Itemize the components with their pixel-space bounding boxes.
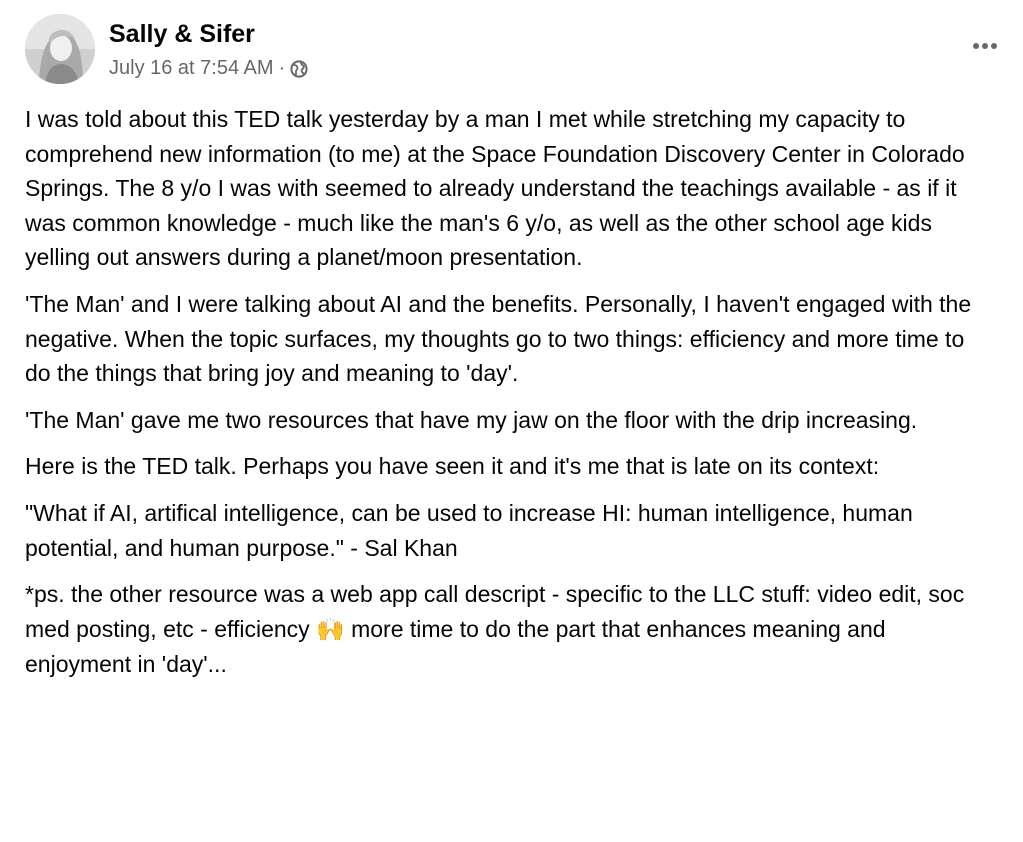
last-paragraph-text-start: *ps. the other resource was a web app call descript - specific to the LLC stuff: video edit, soc med posting, etc - efficiency (25, 581, 965, 642)
more-options-icon-dot (991, 43, 997, 49)
last-paragraph-text-end: more time to do the part that enhances meaning and enjoyment in 'day'... (25, 615, 886, 678)
author-name[interactable]: Sally & Sifer (109, 20, 255, 48)
more-options-icon (973, 43, 979, 49)
avatar[interactable] (25, 14, 95, 84)
post-body (25, 102, 995, 694)
avatar-image (25, 14, 95, 84)
more-options-button[interactable] (965, 30, 1005, 62)
post-timestamp[interactable]: July 16 at 7:54 AM (109, 57, 274, 79)
post-paragraph: "What if AI, artifical intelligence, can be used to increase HI: human intelligence, human potential, and human purpose." - Sal Khan (25, 499, 913, 561)
post-paragraph: 'The Man' and I were talking about AI and the benefits. Personally, I haven't engaged with the negative. When the topic surfaces, my thoughts go to two things: efficiency and more time to do the things that bring joy and meaning to 'day'. (25, 290, 972, 387)
post-meta (109, 57, 308, 80)
raising-hands-emoji: 🙌 (316, 616, 345, 643)
post-paragraph: 'The Man' gave me two resources that have my jaw on the floor with the drip increasing. (25, 406, 918, 433)
globe-icon[interactable] (290, 60, 308, 78)
post-paragraph: I was told about this TED talk yesterday by a man I met while stretching my capacity to comprehend new information (to me) at the Space Foundation Discovery Center in Colorado Springs. The 8 y/o I was with seemed to already understand the teachings available - as if it was common knowledge - much like the man's 6 y/o, as well as the other school age kids yelling out answers during a planet/moon presentation. (25, 106, 965, 271)
post-paragraph-last (25, 577, 995, 682)
post-header (25, 14, 1005, 86)
post-paragraph: Here is the TED talk. Perhaps you have seen it and it's me that is late on its context: (25, 453, 880, 480)
meta-separator: · (278, 57, 286, 79)
more-options-icon-dot (982, 43, 988, 49)
